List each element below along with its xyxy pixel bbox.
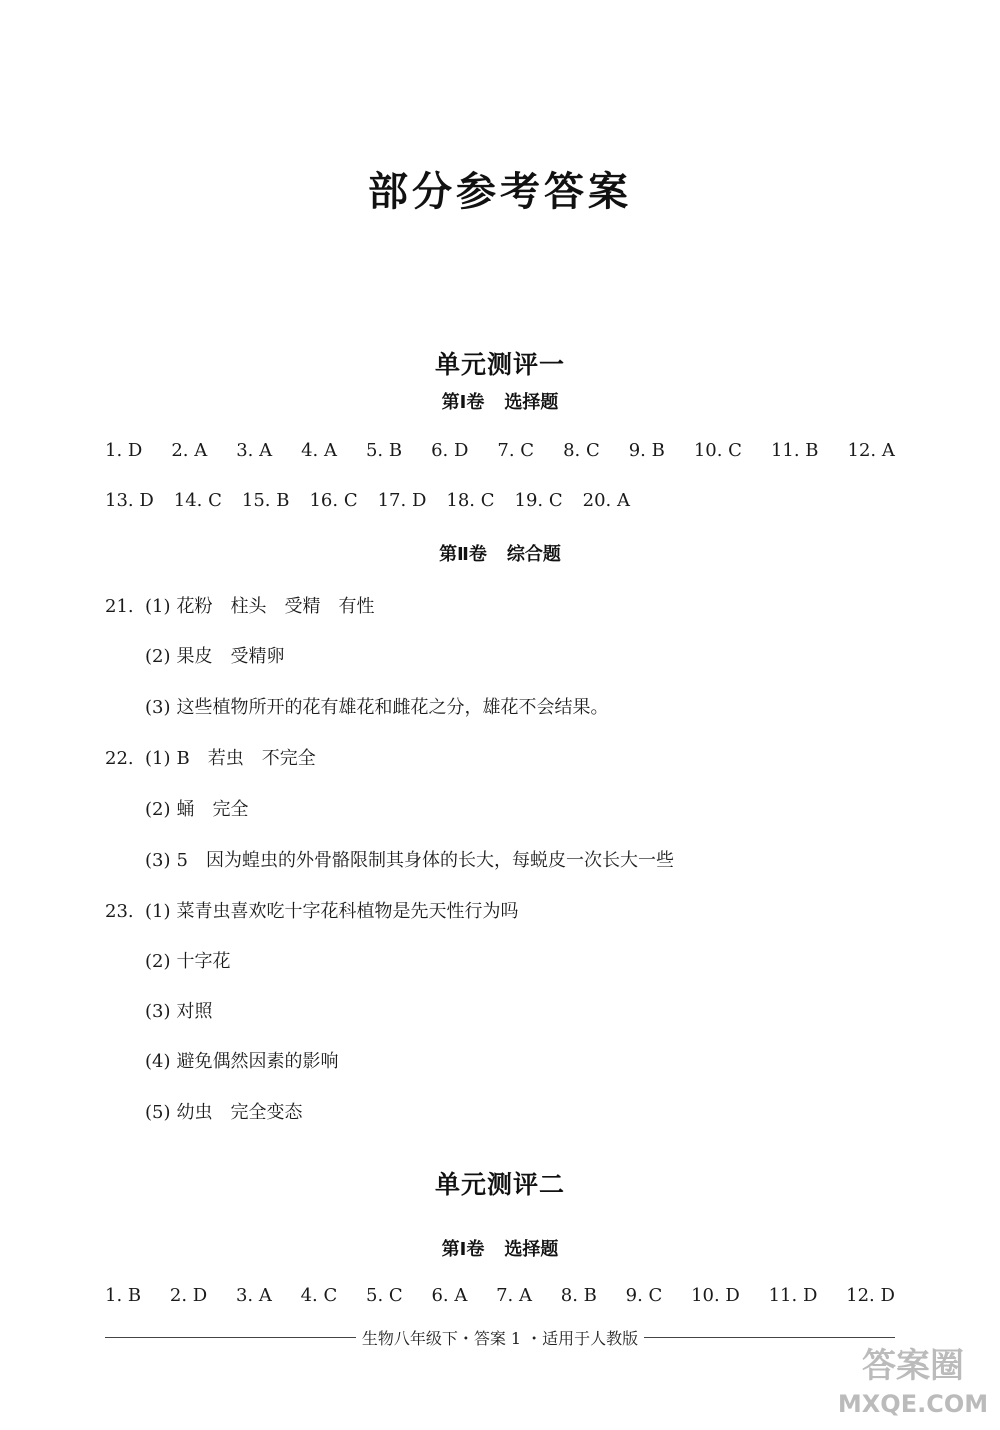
choice-answer: 16. C [309,490,358,511]
choice-answer: 18. C [446,490,495,511]
choice-answer: 2. A [171,440,208,461]
part-type-label: 选择题 [504,1239,559,1260]
answer-row [105,440,895,461]
part-label: 第Ⅱ卷 [439,544,487,565]
choice-answer: 17. D [377,490,427,511]
answer-line: (2) 蛹 完全 [145,799,249,820]
choice-answer: 9. B [628,440,665,461]
section-title-comprehensive [0,540,1000,566]
unit-title-2: 单元测评二 [434,1170,565,1199]
section-title-choice-2 [0,1235,1000,1261]
choice-answer: 19. C [514,490,563,511]
choice-answer: 3. A [236,440,273,461]
choice-answer: 14. C [173,490,222,511]
answer-row [105,1285,895,1306]
answer-line: (4) 避免偶然因素的影响 [145,1051,339,1072]
watermark-bottom-text: MXQE.COM [838,1390,988,1418]
choice-answer: 6. D [431,440,469,461]
unit-title-1: 单元测评一 [434,350,565,379]
choice-answer: 6. A [431,1285,468,1306]
answer-row [105,490,650,511]
choice-answer: 9. C [625,1285,663,1306]
page-footer: 生物八年级下・答案 1 ・适用于人教版 [0,1326,1000,1349]
answer-line: 21. (1) 花粉 柱头 受精 有性 [105,596,375,617]
choice-answer: 7. A [496,1285,533,1306]
choice-answer: 3. A [235,1285,272,1306]
answer-line: (2) 果皮 受精卵 [145,646,285,667]
choice-answer: 12. D [846,1285,895,1306]
choice-answer: 5. B [365,440,403,461]
answer-line: 22. (1) B 若虫 不完全 [105,748,316,769]
choice-answer: 7. C [497,440,535,461]
choice-answer: 13. D [105,490,154,511]
choice-answer: 12. A [847,440,895,461]
answer-line: (3) 对照 [145,1001,213,1022]
choice-answer: 15. B [241,490,290,511]
answer-line: (5) 幼虫 完全变态 [145,1102,303,1123]
watermark-top-text: 答案圈 [862,1346,964,1386]
choice-answer: 11. D [768,1285,818,1306]
choice-answer: 4. C [300,1285,338,1306]
answer-line: (3) 这些植物所开的花有雄花和雌花之分，雄花不会结果。 [145,697,609,718]
answer-line: (2) 十字花 [145,951,231,972]
answer-line: (3) 5 因为蝗虫的外骨骼限制其身体的长大，每蜕皮一次长大一些 [145,850,674,871]
choice-answer: 20. A [582,490,630,511]
watermark-logo [838,1332,988,1422]
choice-answer: 1. B [105,1285,142,1306]
part-type-label: 综合题 [506,544,561,565]
part-label: 第Ⅰ卷 [441,392,485,413]
page-title: 部分参考答案 [368,169,632,215]
part-type-label: 选择题 [504,392,559,413]
answer-line: 23. (1) 菜青虫喜欢吃十字花科植物是先天性行为吗 [105,901,519,922]
choice-answer: 4. A [301,440,337,461]
choice-answer: 5. C [366,1285,403,1306]
choice-answer: 10. D [691,1285,740,1306]
section-title-choice-1 [0,388,1000,414]
choice-answer: 10. C [693,440,742,461]
choice-answer: 11. B [770,440,819,461]
choice-answer: 8. B [560,1285,597,1306]
choice-answer: 2. D [169,1285,208,1306]
part-label: 第Ⅰ卷 [441,1239,485,1260]
choice-answer: 8. C [563,440,600,461]
choice-answer: 1. D [105,440,143,461]
